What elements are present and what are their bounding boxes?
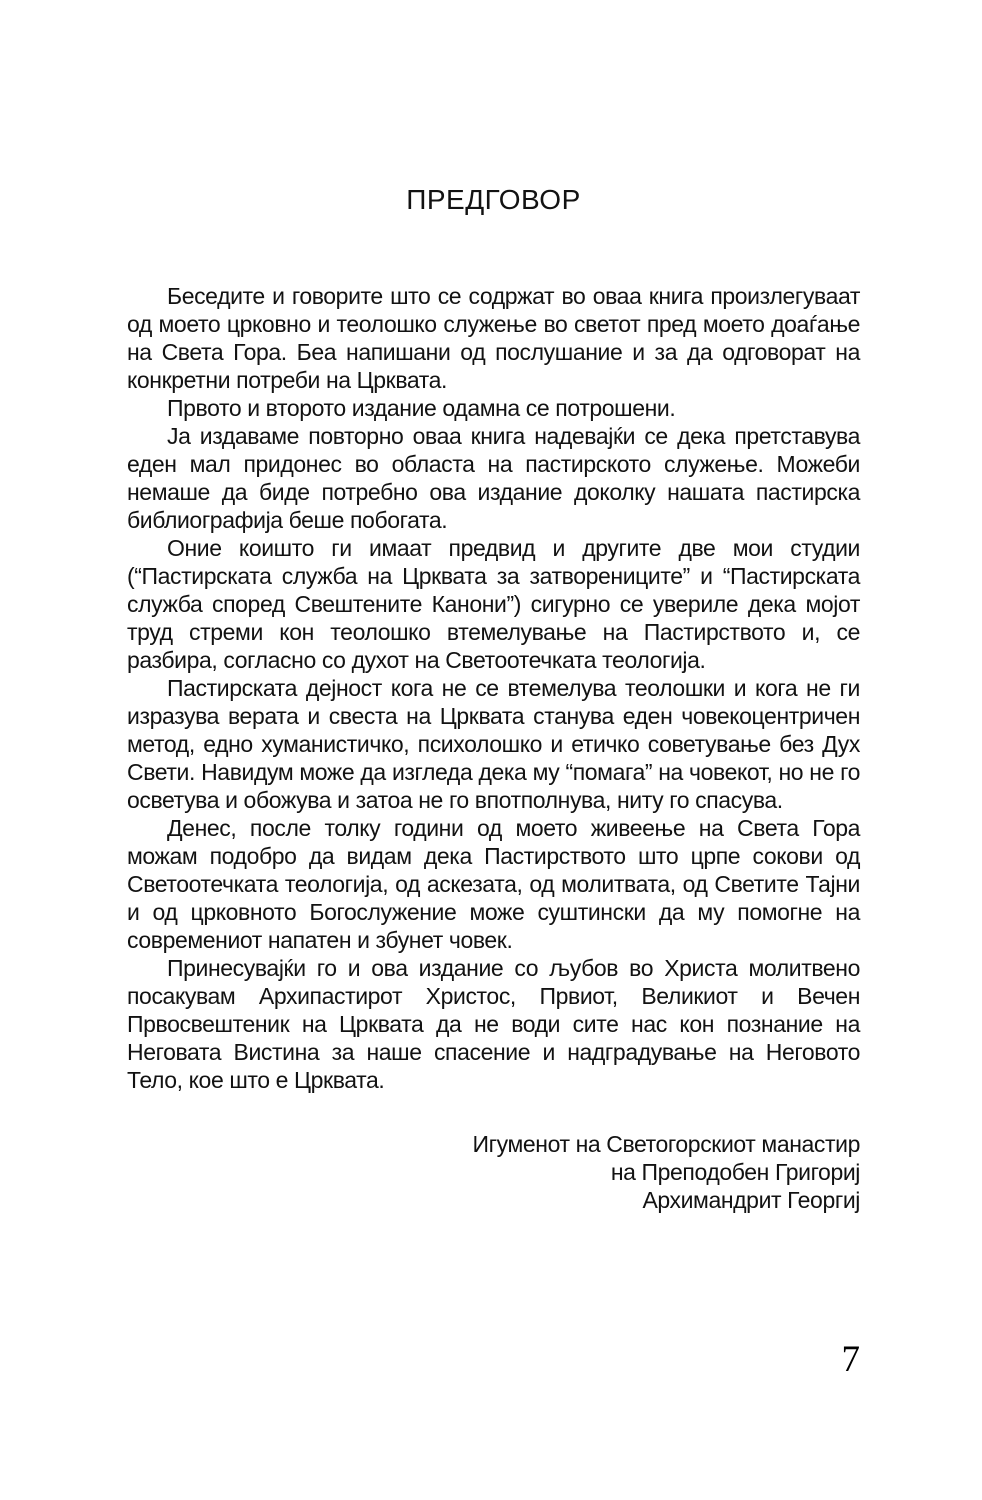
- signature-line: Архимандрит Георгиј: [642, 1187, 860, 1213]
- paragraph: Беседите и говорите што се содржат во оваа книга произлегуваат од моето црковно и теолошко служење во светот пред моето доаѓање на Света Гора. Беа напишани од послушание и за да одговорат на конкретни потреби на Црквата.: [127, 283, 860, 393]
- paragraph: Ја издаваме повторно оваа книга надевајќи се дека претставува еден мал придонес во областа на пастирското служење. Можеби немаше да биде потребно ова издание доколку нашата пастирска библиографија беше побогата.: [127, 423, 860, 533]
- paragraph: Принесувајќи го и ова издание со љубов во Христа молитвено посакувам Архипастирот Христос, Првиот, Великиот и Вечен Првосвештеник на Црквата да не води сите нас кон познание на Неговата Вистина за наше спасение и надградување на Неговото Тело, кое што е Црквата.: [127, 955, 860, 1093]
- body-text: [127, 282, 860, 1094]
- signature-block: [127, 1130, 860, 1214]
- signature-line: Игуменот на Светогорскиот манастир: [472, 1131, 860, 1157]
- paragraph: Првото и второто издание одамна се потрошени.: [167, 395, 676, 421]
- signature-line: на Преподобен Григориј: [610, 1159, 860, 1185]
- paragraph: Оние коишто ги имаат предвид и другите две мои студии (“Пастирската служба на Црквата за затворениците” и “Пастирската служба според Свештените Канони”) сигурно се увериле дека мојот труд стреми кон теолошко втемелување на Пастирството и, се разбира, согласно со духот на Светоотечката теологија.: [127, 535, 860, 673]
- paragraph: Пастирската дејност кога не се втемелува теолошки и кога не ги изразува верата и свеста на Црквата станува еден човекоцентричен метод, едно хуманистичко, психолошко и етичко советување без Дух Свети. Навидум може да изгледа дека му “помага” на човекот, но не го осветува и обожува и затоа не го впотполнува, ниту го спасува.: [127, 675, 860, 813]
- page-number: 7: [841, 1339, 860, 1380]
- page-title: ПРЕДГОВОР: [406, 184, 581, 215]
- paragraph: Денес, после толку години од моето живеење на Света Гора можам подобро да видам дека Пастирството што црпе сокови од Светоотечката теологија, од аскезата, од молитвата, од Светите Тајни и од црковното Богослужение може суштински да му помогне на современиот напатен и збунет човек.: [127, 815, 860, 953]
- page-content: [127, 184, 860, 1214]
